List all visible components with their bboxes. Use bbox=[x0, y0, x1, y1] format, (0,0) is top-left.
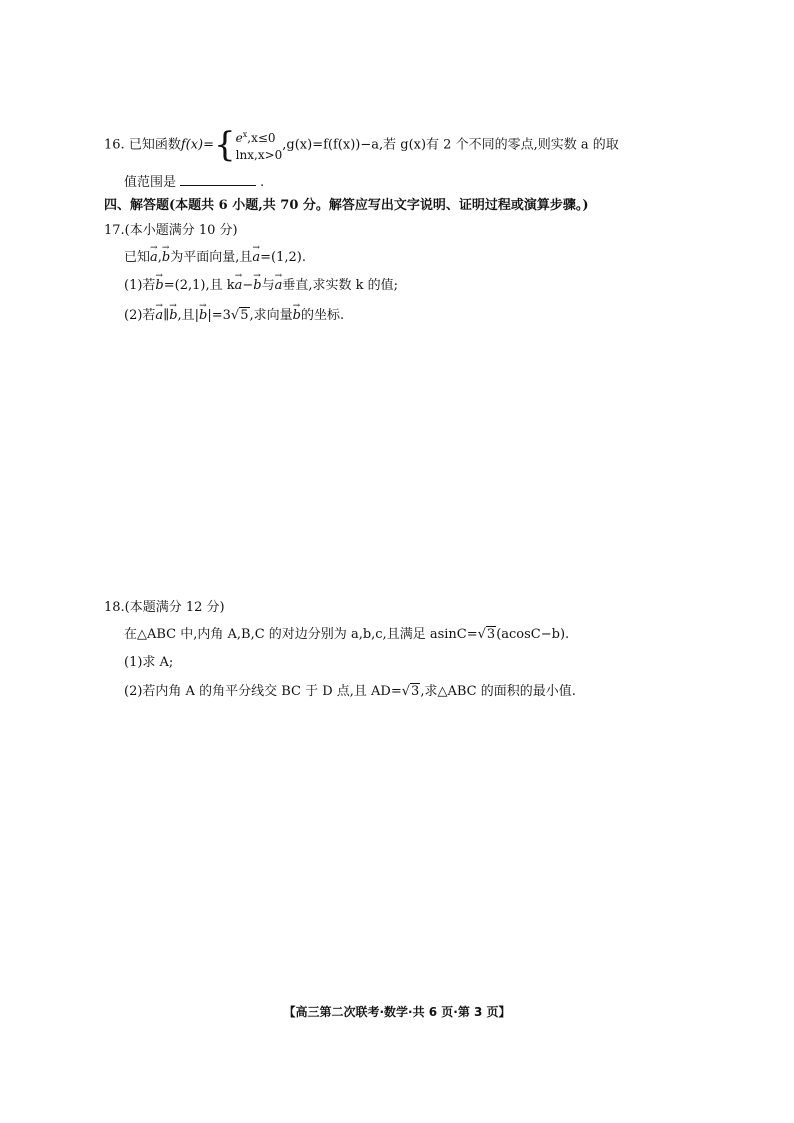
q16-piecewise bbox=[214, 126, 282, 164]
sqrt-icon: √ bbox=[230, 308, 240, 323]
q16-line1 bbox=[104, 126, 619, 164]
q16-line2 bbox=[124, 172, 264, 192]
q16-case2: lnx,x>0 bbox=[235, 148, 283, 162]
q16-fx: f(x)= bbox=[180, 137, 215, 153]
sqrt-icon: √ bbox=[477, 627, 486, 642]
q16-cases bbox=[236, 126, 283, 164]
q18-part2: (2)若内角 A 的角平分线交 BC 于 D 点,且 AD=√3,求△ABC 的面积的最小值. bbox=[124, 684, 576, 699]
q17-header: 17.(本小题满分 10 分) bbox=[104, 223, 238, 238]
q18-part1: (1)求 A; bbox=[124, 655, 174, 670]
q17-part1: (1)若→ b=(2,1),且 k→ a−→ b与→ a垂直,求实数 k 的值; bbox=[124, 277, 398, 295]
answer-blank[interactable] bbox=[180, 172, 256, 186]
q16-line2-end: . bbox=[260, 175, 265, 190]
q18-header: 18.(本题满分 12 分) bbox=[104, 600, 225, 615]
section4-title: 四、解答题(本题共 6 小题,共 70 分。解答应写出文字说明、证明过程或演算步骤。) bbox=[104, 198, 589, 213]
page-footer: 【高三第二次联考·数学·共 6 页·第 3 页】 bbox=[283, 1005, 511, 1019]
q16-lead: 已知函数 bbox=[128, 137, 181, 153]
q18-intro: 在△ABC 中,内角 A,B,C 的对边分别为 a,b,c,且满足 asinC=√3(acosC−b). bbox=[124, 627, 570, 642]
q16-text: ,g(x)=f(f(x))−a,若 g(x)有 2 个不同的零点,则实数 a 的取 bbox=[282, 137, 619, 153]
sqrt-icon: √ bbox=[401, 684, 411, 699]
q17-part2: (2)若→ a∥→ b,且|→ b|=3√5,求向量→ b的坐标. bbox=[124, 307, 344, 325]
q16-number: 16. bbox=[104, 137, 125, 153]
q16-line2-text: 值范围是 bbox=[124, 175, 177, 190]
brace-icon: { bbox=[214, 125, 236, 165]
q17-intro: 已知→ a,→ b为平面向量,且→ a=(1,2). bbox=[124, 249, 306, 267]
q16-case1: $e^x,x\le 0$ bbox=[235, 130, 276, 145]
